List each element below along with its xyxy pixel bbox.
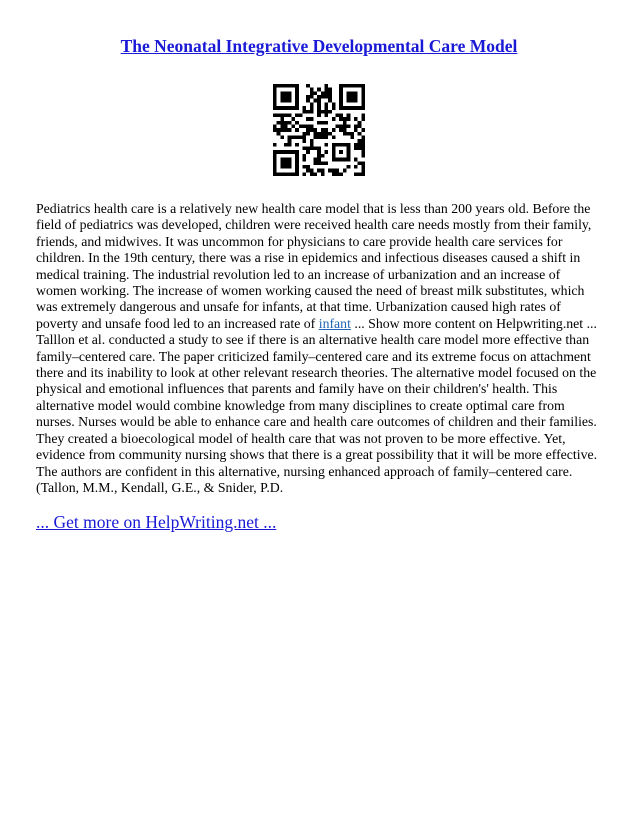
body-paragraph — [36, 201, 604, 496]
get-more-link[interactable]: ... Get more on HelpWriting.net ... — [36, 512, 277, 532]
title-link[interactable]: The Neonatal Integrative Developmental Care Model — [120, 36, 518, 56]
qr-code-icon — [273, 84, 365, 176]
qr-code-graphic — [273, 84, 365, 176]
infant-link[interactable]: infant — [318, 315, 351, 331]
body-text-before-link: Pediatrics health care is a relatively new health care model that is less than 200 years old. Before the field of pediatrics was developed, children were received health care needs mostly from their family, friends, and midwives. It was uncommon for physicians to care provide health care services for children. In the 19th century, there was a rise in epidemics and infectious diseases caused a shift in medical training. The industrial revolution led to an increase of urbanization and an increase of women working. The increase of women working caused the need of breast milk substitutes, which was extremely dangerous and unsafe for infants, at that time. Urbanization caused high rates of poverty and unsafe food led to an increased rate of — [36, 201, 592, 331]
page-title — [0, 34, 638, 58]
body-text-after-link: ... Show more content on Helpwriting.net ... Talllon et al. conducted a study to see if there is an alternative health care model more effective than family–centered care. The paper criticized family–centered care and its extreme focus on attachment there and its inability to look at other relevant research theories. The alternative model focused on the physical and emotional influences that parents and family have on their children's' health. This alternative model would combine knowledge from many disciplines to create optimal care from nurses. Nurses would be able to enhance care and health care outcomes of children and their families. They created a bioecological model of health care that was not proven to be more effective. Yet, evidence from community nursing shows that there is a great possibility that it will be more effective. The authors are confident in this alternative, nursing enhanced approach of family–centered care. (Tallon, M.M., Kendall, G.E., & Snider, P.D. — [36, 315, 598, 495]
